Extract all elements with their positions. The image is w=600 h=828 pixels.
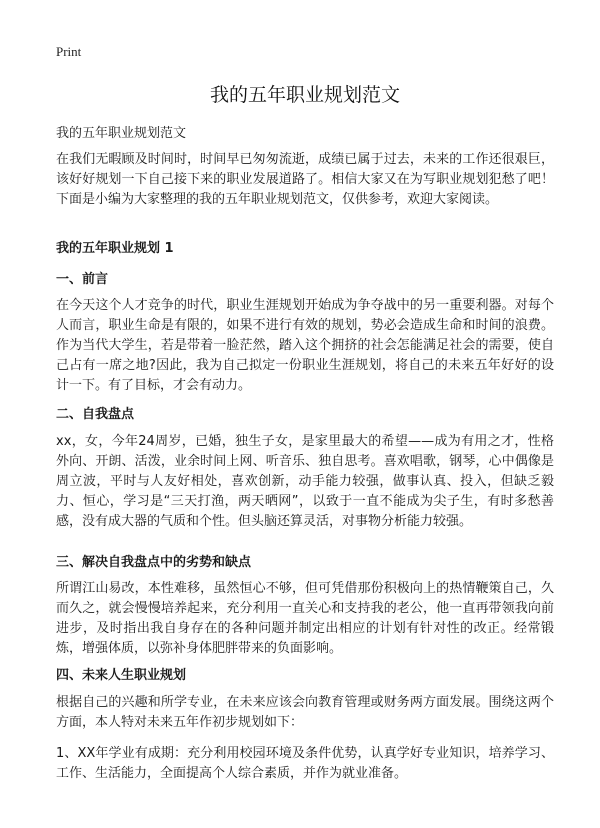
article-heading: 我的五年职业规划 1: [56, 241, 174, 256]
page-title: 我的五年职业规划范文: [209, 84, 400, 106]
section-heading-self-assessment: 二、自我盘点: [56, 407, 135, 422]
section-body-self-assessment: xx，女，今年24周岁，已婚，独生子女，是家里最大的希望——成为有用之才，性格外向、开朗、活泼，业余时间上网、听音乐、独自思考。喜欢唱歌，钢琴，心中偶像是周立波，平时与人友好相处，喜欢创新，动手能力较强，做事认真、投入，但缺乏毅力、恒心，学习是“三天打渔，两天晒网”，以致于一直不能成为尖子生，有时多愁善感，没有成大器的气质和个性。但头脑还算灵活，对事物分析能力较强。: [56, 434, 554, 529]
intro-paragraph: 在我们无暇顾及时间时，时间早已匆匆流逝，成绩已属于过去，未来的工作还很艰巨，该好好规划一下自己接下来的职业发展道路了。相信大家又在为写职业规划犯愁了吧！下面是小编为大家整理的我的五年职业规划范文，仅供参考，欢迎大家阅读。: [56, 152, 554, 207]
plan-item-1: 1、XX年学业有成期：充分利用校园环境及条件优势，认真学好专业知识，培养学习、工作、生活能力，全面提高个人综合素质，并作为就业准备。: [56, 746, 554, 781]
section-heading-preface: 一、前言: [56, 272, 109, 287]
section-body-career-plan: 根据自己的兴趣和所学专业，在未来应该会向教育管理或财务两方面发展。围绕这两个方面，本人特对未来五年作初步规划如下：: [56, 695, 554, 730]
section-body-weaknesses: 所谓江山易改，本性难移，虽然恒心不够，但可凭借那份积极向上的热情鞭策自己，久而久之，就会慢慢培养起来，充分利用一直关心和支持我的老公，他一直再带领我向前进步，及时指出我自身存在的各种问题并制定出相应的计划有针对性的改正。经常锻炼，增强体质，以弥补身体肥胖带来的负面影响。: [56, 581, 554, 656]
section-heading-weaknesses: 三、解决自我盘点中的劣势和缺点: [56, 555, 252, 570]
section-body-preface: 在今天这个人才竞争的时代，职业生涯规划开始成为争夺战中的另一重要利器。对每个人而言，职业生命是有限的，如果不进行有效的规划，势必会造成生命和时间的浪费。作为当代大学生，若是带着一脸茫然，踏入这个拥挤的社会怎能满足社会的需要，使自己占有一席之地?因此，我为自己拟定一份职业生涯规划，将自己的未来五年好好的设计一下。有了目标，才会有动力。: [56, 298, 554, 393]
section-heading-career-plan: 四、未来人生职业规划: [56, 668, 187, 683]
document-subtitle: 我的五年职业规划范文: [56, 126, 187, 141]
print-link[interactable]: Print: [56, 44, 82, 59]
